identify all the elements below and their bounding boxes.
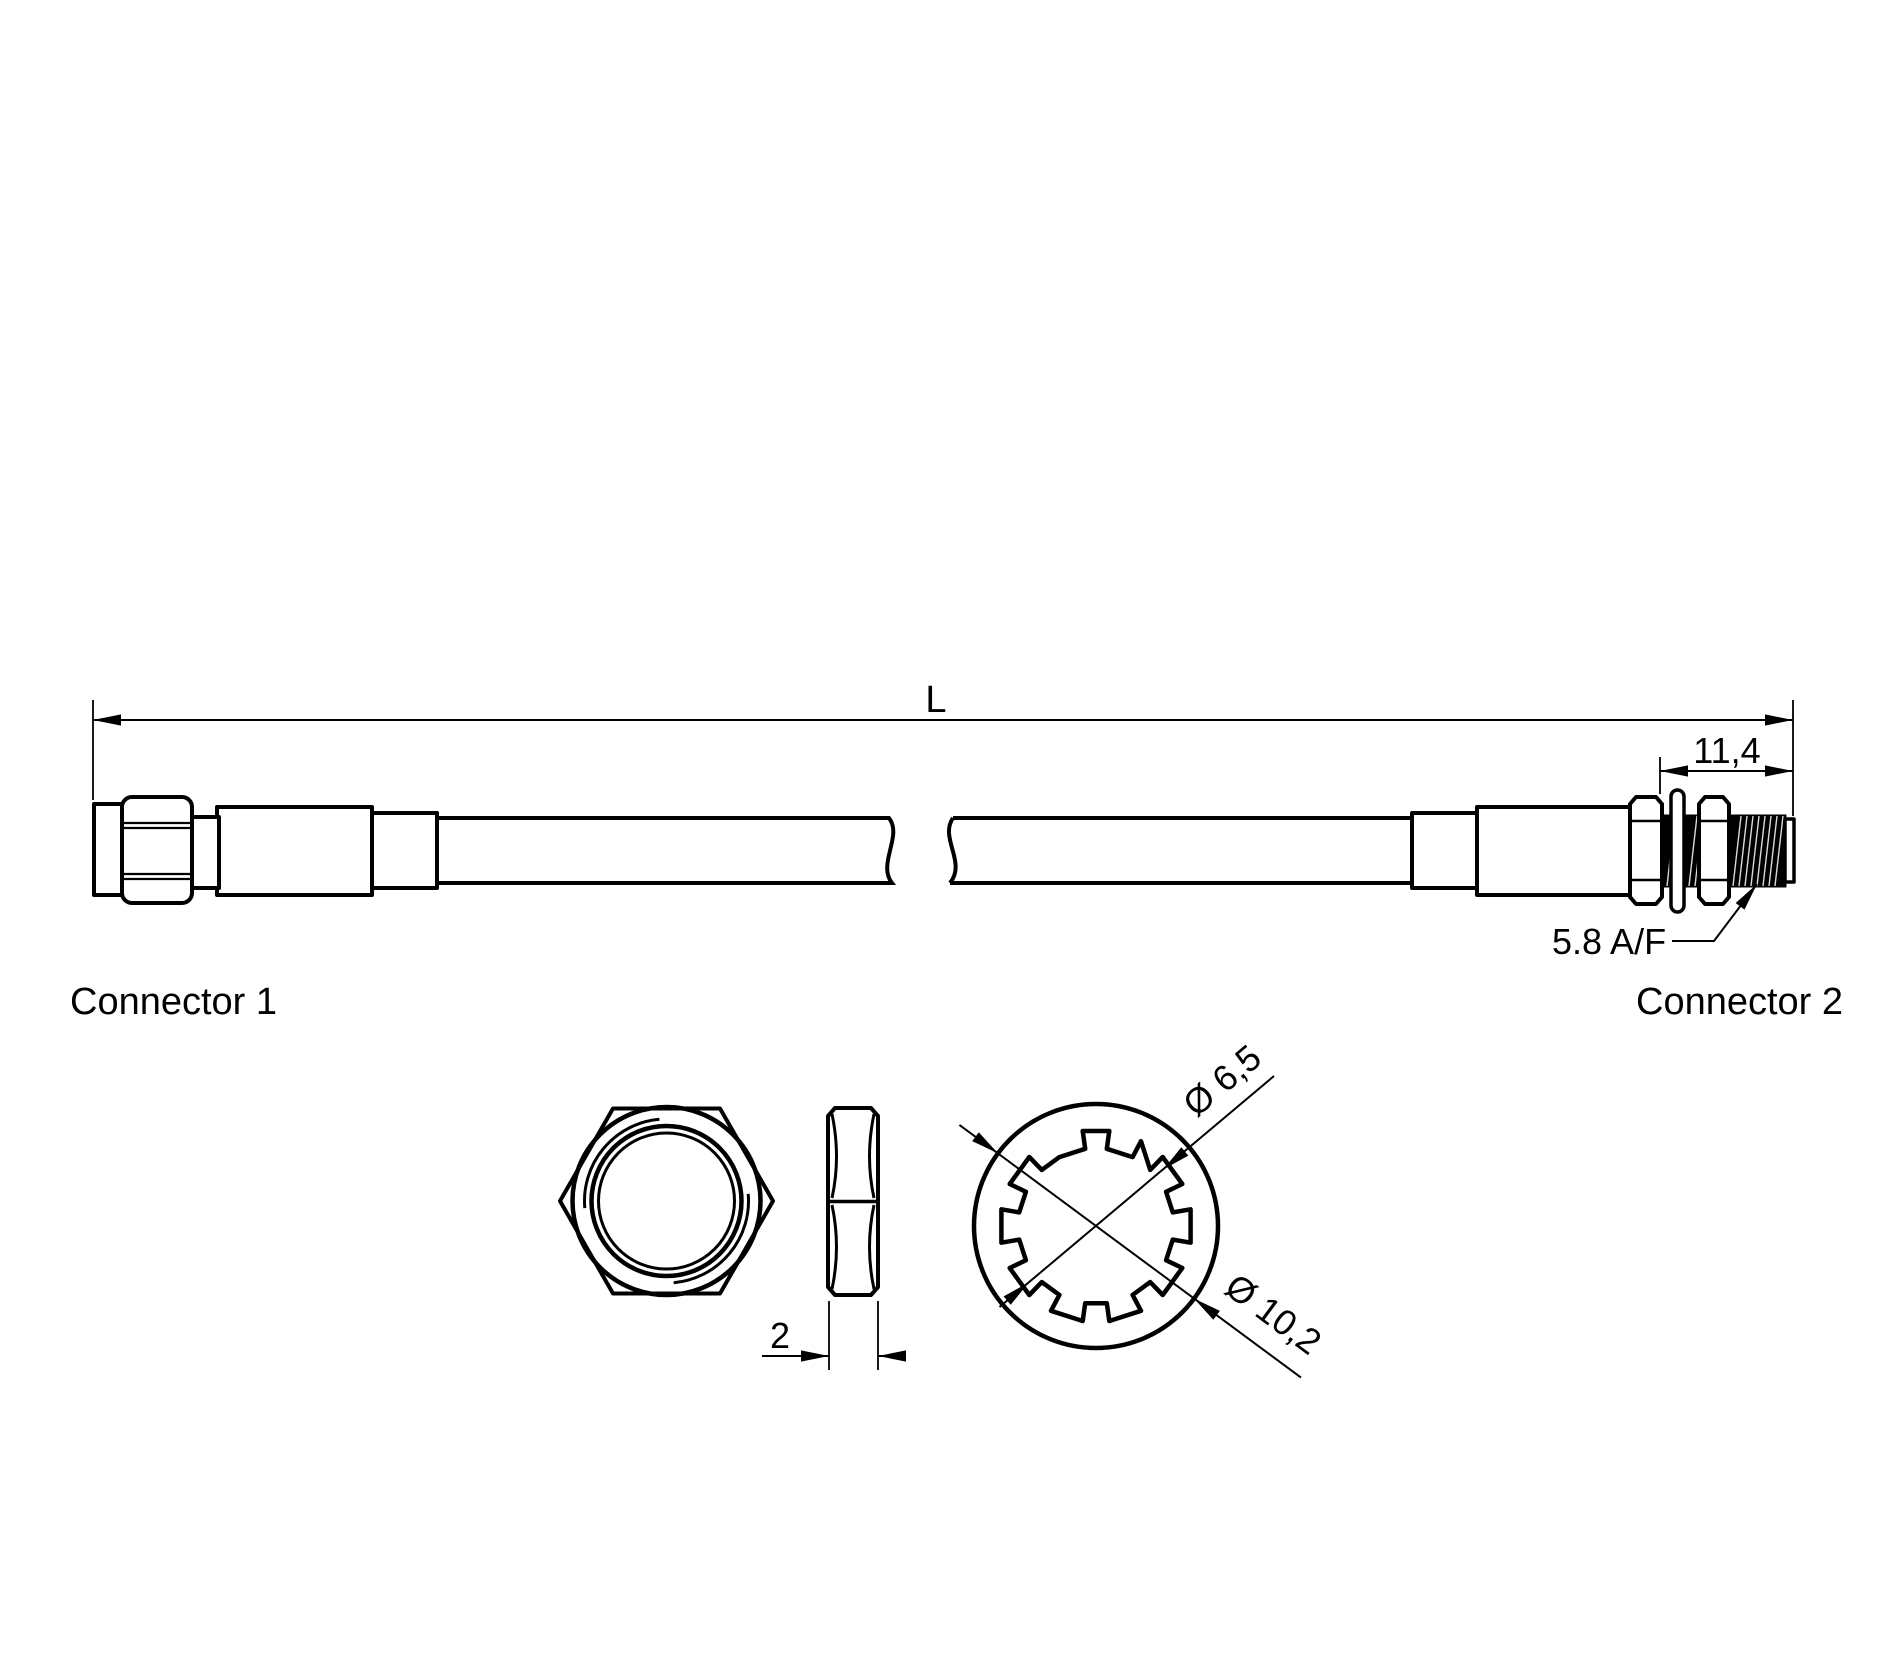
dim-washer-inner-dia-label: Ø 6,5: [1175, 1036, 1269, 1125]
nut-side-facet-curve: [870, 1205, 875, 1289]
arrowhead-upper: [972, 1132, 998, 1153]
connector1-hex-nut: [122, 797, 192, 903]
arrowhead-right: [1765, 765, 1793, 776]
nut-chamfer-circle: [573, 1107, 761, 1295]
connector1-neck: [192, 817, 219, 888]
hex-nut-front-view: [560, 1107, 773, 1295]
arrowhead-left: [93, 714, 121, 725]
nut-thread-arc-nw: [584, 1119, 659, 1208]
nut-thread-arc-se: [674, 1194, 749, 1283]
hex-nut-side-view: [828, 1108, 878, 1295]
connector2-end-face: [1785, 819, 1794, 882]
cable-left-segment: [437, 818, 893, 883]
dim-thread-length-label: 11,4: [1693, 730, 1761, 771]
connector2-drawing: [1412, 790, 1794, 912]
connector1-drawing: [94, 797, 437, 903]
connector2-hex-flange: [1630, 797, 1662, 904]
dimension-washer-outer-dia: [959, 1125, 1301, 1378]
across-flats-label: 5.8 A/F: [1552, 921, 1667, 962]
dim-overall-length-label: L: [925, 679, 947, 721]
arrowhead-left: [801, 1350, 829, 1361]
nut-side-facet-curve: [870, 1114, 875, 1198]
dimension-line: [959, 1125, 1301, 1378]
nut-thread-major-circle: [592, 1126, 742, 1276]
dim-washer-outer-dia-label: Ø 10,2: [1217, 1265, 1330, 1363]
arrowhead-right: [878, 1350, 906, 1361]
arrowhead-left: [1660, 765, 1688, 776]
cable-break-edge: [949, 818, 956, 883]
connector2-hex-nut: [1699, 797, 1729, 904]
nut-side-facet-curve: [832, 1205, 837, 1289]
nut-bore-circle: [599, 1133, 735, 1269]
connector2-caption: Connector 2: [1636, 981, 1844, 1023]
connector2-sleeve: [1412, 813, 1477, 888]
nut-side-facet-curve: [832, 1114, 837, 1198]
connector2-lock-washer-edge: [1671, 790, 1684, 912]
connector2-body: [1477, 807, 1630, 895]
dim-nut-thickness-label: 2: [769, 1315, 791, 1356]
connector1-body: [217, 807, 372, 895]
arrowhead-lower: [1194, 1299, 1220, 1320]
connector1-rear-sleeve: [372, 813, 437, 888]
leader-arrowhead: [1736, 884, 1757, 910]
arrowhead-right: [1765, 714, 1793, 725]
cable: [437, 818, 1414, 883]
connector1-caption: Connector 1: [70, 981, 278, 1023]
